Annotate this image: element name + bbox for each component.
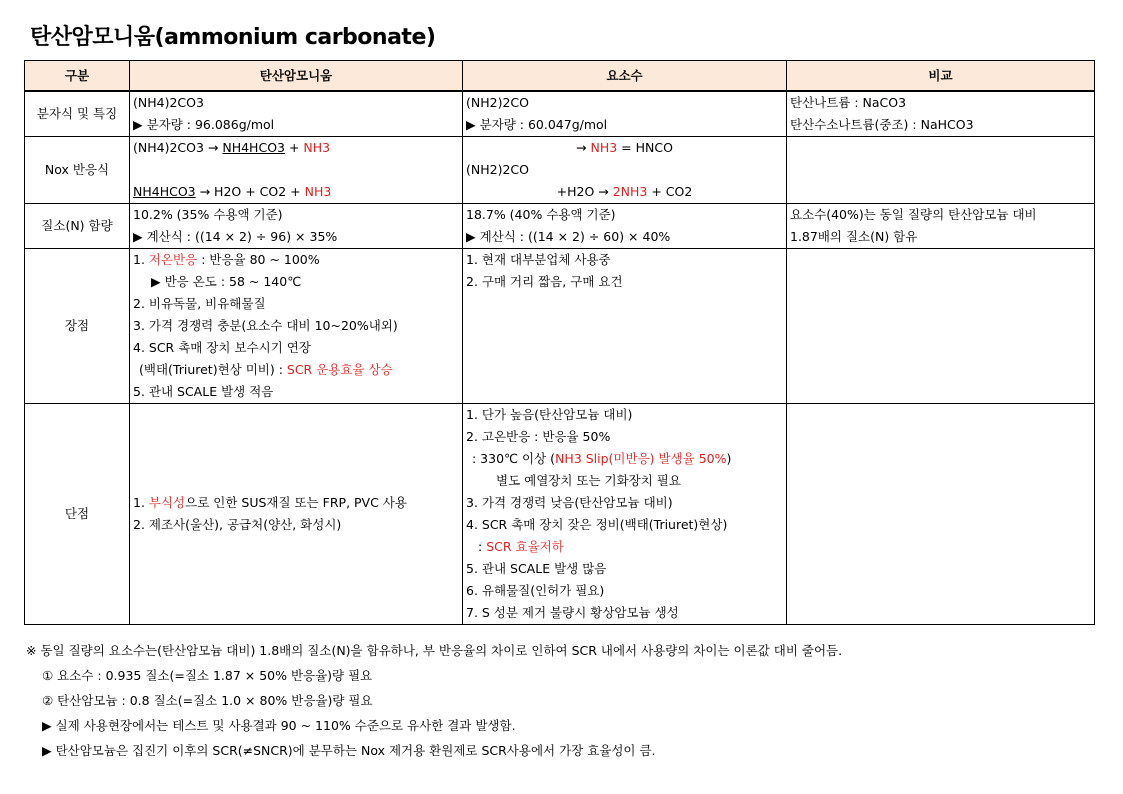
cell-pros-urea: 1. 현재 대부분업체 사용중 2. 구매 거리 짧음, 구매 요건 xyxy=(463,249,787,404)
notes-section xyxy=(26,638,842,763)
cell-formula-ac: (NH4)2CO3 ▶ 분자량 : 96.086g/mol xyxy=(130,91,463,137)
table-row xyxy=(25,204,1095,249)
note-field-result: ▶ 실제 사용현장에서는 테스트 및 사용결과 90 ~ 110% 수준으로 유사한 결과 발생함. xyxy=(42,718,516,733)
note-urea: ① 요소수 : 0.935 질소(=질소 1.87 × 50% 반응율)량 필요 xyxy=(42,668,373,683)
header-ammonium-carbonate: 탄산암모니움 xyxy=(130,61,463,92)
cell-nitrogen-comp: 요소수(40%)는 동일 질량의 탄산암모늄 대비 1.87배의 질소(N) 함유 xyxy=(787,204,1095,249)
note-ammonium: ② 탄산암모늄 : 0.8 질소(=질소 1.0 × 80% 반응율)량 필요 xyxy=(42,693,373,708)
note-main: ※ 동일 질량의 요소수는(탄산암모늄 대비) 1.8배의 질소(N)을 함유하나, 부 반응율의 차이로 인하여 SCR 내에서 사용량의 차이는 이론값 대비 줄어듬. xyxy=(26,643,843,658)
cell-pros-ac: 1. 저온반응 : 반응율 80 ~ 100% ▶ 반응 온도 : 58 ~ 140℃ 2. 비유독물, 비유해물질 3. 가격 경쟁력 충분(요소수 대비 10~20%내외) 4. SCR 촉매 장치 보수시기 연장 (백태(Triuret)현상 미비) : SCR 운용효율 상승 5. 관내 SCALE 발생 적음 xyxy=(130,249,463,404)
table-row xyxy=(25,91,1095,137)
page-title: 탄산암모니움(ammonium carbonate) xyxy=(30,25,436,50)
row-label-formula: 분자식 및 특징 xyxy=(25,91,130,137)
header-comparison: 비교 xyxy=(787,61,1095,92)
cell-formula-comp: 탄산나트륨 : NaCO3 탄산수소나트륨(중조) : NaHCO3 xyxy=(787,91,1095,137)
cell-reaction-ac: (NH4)2CO3 → NH4HCO3 + NH3 NH4HCO3 → H2O + CO2 + NH3 xyxy=(130,137,463,204)
note-efficiency: ▶ 탄산암모늄은 집진기 이후의 SCR(≠SNCR)에 분무하는 Nox 제거용 환원제로 SCR사용에서 가장 효율성이 큼. xyxy=(42,743,656,758)
row-label-nitrogen: 질소(N) 함량 xyxy=(25,204,130,249)
cell-nitrogen-urea: 18.7% (40% 수용액 기준) ▶ 계산식 : ((14 × 2) ÷ 60) × 40% xyxy=(463,204,787,249)
comparison-table xyxy=(24,60,1095,625)
row-label-cons: 단점 xyxy=(25,404,130,625)
cell-formula-urea: (NH2)2CO ▶ 분자량 : 60.047g/mol xyxy=(463,91,787,137)
cell-reaction-urea: → NH3 = HNCO (NH2)2CO +H2O → 2NH3 + CO2 xyxy=(463,137,787,204)
table-row xyxy=(25,249,1095,404)
row-label-reaction: Nox 반응식 xyxy=(25,137,130,204)
cell-cons-ac: 1. 부식성으로 인한 SUS재질 또는 FRP, PVC 사용 2. 제조사(울산), 공급처(양산, 화성시) xyxy=(130,404,463,625)
table-header-row xyxy=(25,61,1095,92)
cell-pros-comp xyxy=(787,249,1095,404)
row-label-pros: 장점 xyxy=(25,249,130,404)
cell-cons-comp xyxy=(787,404,1095,625)
cell-nitrogen-ac: 10.2% (35% 수용액 기준) ▶ 계산식 : ((14 × 2) ÷ 96) × 35% xyxy=(130,204,463,249)
header-category: 구분 xyxy=(25,61,130,92)
header-urea: 요소수 xyxy=(463,61,787,92)
cell-cons-urea: 1. 단가 높음(탄산암모늄 대비) 2. 고온반응 : 반응율 50% : 330℃ 이상 (NH3 Slip(미반응) 발생율 50%) 별도 예열장치 또는 기화장치 필요 3. 가격 경쟁력 낮음(탄산암모늄 대비) 4. SCR 촉매 장치 잦은 정비(백태(Triuret)현상) : SCR 효율저하 5. 관내 SCALE 발생 많음 6. 유해물질(인허가 필요) 7. S 성분 제거 불량시 황상암모늄 생성 xyxy=(463,404,787,625)
cell-reaction-comp xyxy=(787,137,1095,204)
table-row xyxy=(25,404,1095,625)
table-row xyxy=(25,137,1095,204)
